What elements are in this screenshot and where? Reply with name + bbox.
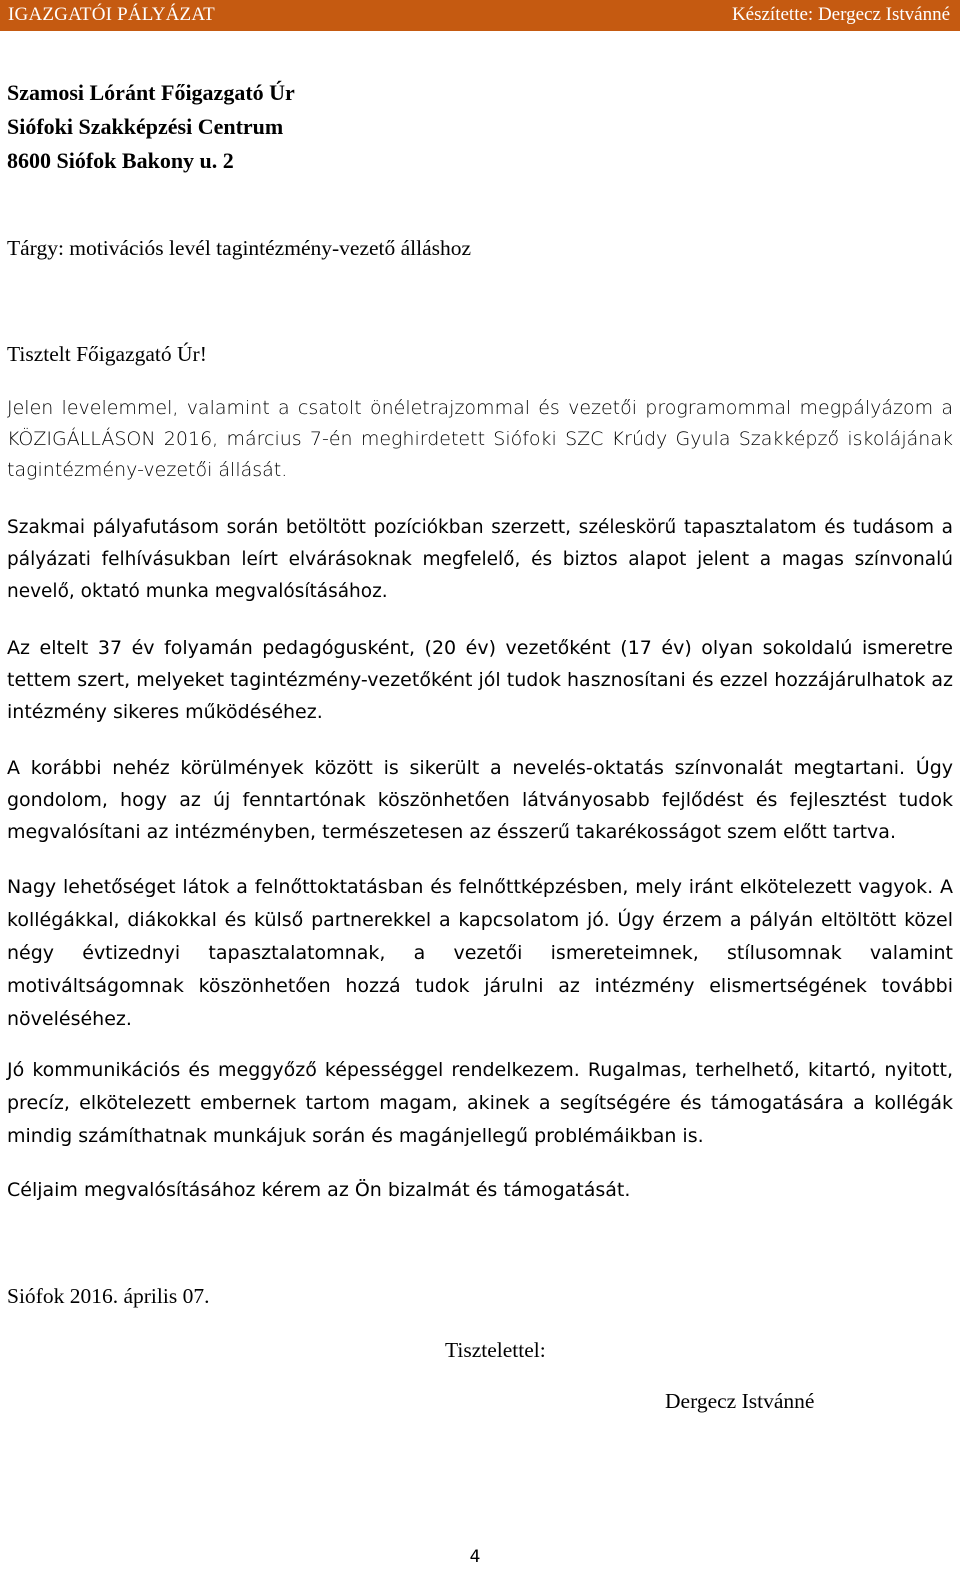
paragraph-career: Az eltelt 37 év folyamán pedagógusként, (20 év) vezetőként (17 év) olyan sokoldalú ismeretre tettem szert, melyeket tagintézmény-vezetőként jól tudok hasznosítani és ezzel hozzájárulhatok az intézmény sikeres működéséhez. [7,637,953,723]
recipient-address [7,76,295,178]
author-label: Készítette: Dergecz Istvánné [731,4,950,25]
paragraph-experience: Szakmai pályafutásom során betöltött pozíciókban szerzett, széleskörű tapasztalatom és tudásom a pályázati felhívásukban leírt elvárásoknak megfelelő, és biztos alapot jelent a magas színvonalú nevelő, oktató munka megvalósításához. [7,517,953,602]
paragraph-skills: Jó kommunikációs és meggyőző képességgel rendelkezem. Rugalmas, terhelhető, kitartó, nyitott, precíz, elkötelezett embernek tartom magam, akinek a segítségére és támogatására a kollégák mindig számíthatnak munkájuk során és magánjellegű problémáikban is. [7,1059,953,1147]
paragraph-development: A korábbi nehéz körülmények között is sikerült a nevelés-oktatás színvonalát megtartani. Úgy gondolom, hogy az új fenntartónak köszönhetően látványosabb fejlődést és fejlesztést tudok megvalósítani az intézményben, természetesen az ésszerű takarékosságot szem előtt tartva. [7,757,953,843]
paragraph-adult-education: Nagy lehetőséget látok a felnőttoktatásban és felnőttképzésben, mely iránt elkötelezett vagyok. A kollégákkal, diákokkal és külső partnerekkel a kapcsolatom jó. Úgy érzem a pályán eltöltött közel négy évtizednyi tapasztalatomnak, a vezetői ismereteimnek, stílusomnak valamint motiváltságomnak köszönhetően hozzá tudok járulni az intézmény elismertségének további növeléséhez. [7,876,953,1030]
recipient-street: 8600 Siófok Bakony u. 2 [7,148,234,173]
signer-name: Dergecz Istvánné [665,1389,815,1413]
paragraph-request: Céljaim megvalósításához kérem az Ön bizalmát és támogatását. [7,1179,631,1201]
recipient-name: Szamosi Lóránt Főigazgató Úr [7,80,295,105]
page-number: 4 [469,1547,481,1567]
letter-date: Siófok 2016. április 07. [7,1284,210,1308]
recipient-institution: Siófoki Szakképzési Centrum [7,114,284,139]
closing-greeting: Tisztelettel: [445,1338,546,1362]
salutation: Tisztelt Főigazgató Úr! [7,342,207,366]
document-title: IGAZGATÓI PÁLYÁZAT [8,4,215,25]
subject-line: Tárgy: motivációs levél tagintézmény-vezető álláshoz [7,236,472,260]
page-header [0,0,960,31]
paragraph-application: Jelen levelemmel, valamint a csatolt önéletrajzommal és vezetői programommal megpályázom a KÖZIGÁLLÁSON 2016, március 7-én meghirdetett Siófoki SZC Krúdy Gyula Szakképző iskolájának tagintézmény-vezetői állását. [7,397,953,481]
